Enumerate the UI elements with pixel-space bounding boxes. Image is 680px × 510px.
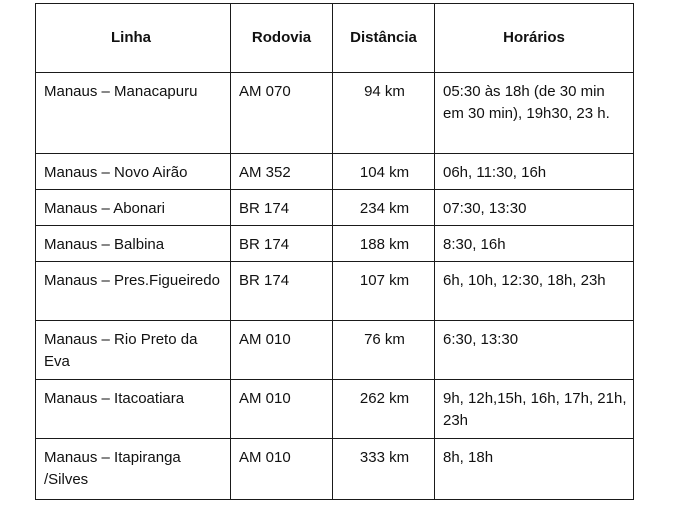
cell-rodovia: AM 010 [231, 439, 333, 500]
cell-horarios: 05:30 às 18h (de 30 min em 30 min), 19h30, 23 h. [435, 73, 634, 154]
table-row [36, 439, 634, 500]
cell-linha: Manaus – Itacoatiara [36, 380, 231, 439]
cell-linha: Manaus – Abonari [36, 190, 231, 226]
cell-linha: Manaus – Balbina [36, 226, 231, 262]
cell-distancia: 188 km [333, 226, 435, 262]
header-linha: Linha [36, 4, 231, 73]
cell-rodovia: BR 174 [231, 190, 333, 226]
cell-linha: Manaus – Novo Airão [36, 154, 231, 190]
table-header [36, 4, 634, 73]
cell-linha: Manaus – Pres.Figueiredo [36, 262, 231, 321]
cell-rodovia: AM 010 [231, 321, 333, 380]
cell-distancia: 234 km [333, 190, 435, 226]
header-distancia: Distância [333, 4, 435, 73]
cell-distancia: 333 km [333, 439, 435, 500]
bus-schedule-table [35, 3, 634, 500]
cell-horarios: 8:30, 16h [435, 226, 634, 262]
table-body [36, 73, 634, 500]
table-row [36, 321, 634, 380]
header-horarios: Horários [435, 4, 634, 73]
cell-distancia: 76 km [333, 321, 435, 380]
table-row [36, 73, 634, 154]
cell-linha: Manaus – Manacapuru [36, 73, 231, 154]
header-row [36, 4, 634, 73]
cell-distancia: 94 km [333, 73, 435, 154]
table-row [36, 154, 634, 190]
cell-rodovia: BR 174 [231, 262, 333, 321]
cell-horarios: 8h, 18h [435, 439, 634, 500]
header-rodovia: Rodovia [231, 4, 333, 73]
cell-rodovia: AM 352 [231, 154, 333, 190]
cell-horarios: 6h, 10h, 12:30, 18h, 23h [435, 262, 634, 321]
cell-distancia: 107 km [333, 262, 435, 321]
cell-horarios: 6:30, 13:30 [435, 321, 634, 380]
table-row [36, 190, 634, 226]
cell-rodovia: BR 174 [231, 226, 333, 262]
cell-rodovia: AM 010 [231, 380, 333, 439]
cell-horarios: 9h, 12h,15h, 16h, 17h, 21h, 23h [435, 380, 634, 439]
table-row [36, 226, 634, 262]
table-row [36, 380, 634, 439]
cell-linha: Manaus – Rio Preto da Eva [36, 321, 231, 380]
cell-horarios: 07:30, 13:30 [435, 190, 634, 226]
cell-linha: Manaus – Itapiranga /Silves [36, 439, 231, 500]
cell-rodovia: AM 070 [231, 73, 333, 154]
table-row [36, 262, 634, 321]
cell-distancia: 262 km [333, 380, 435, 439]
cell-distancia: 104 km [333, 154, 435, 190]
cell-horarios: 06h, 11:30, 16h [435, 154, 634, 190]
